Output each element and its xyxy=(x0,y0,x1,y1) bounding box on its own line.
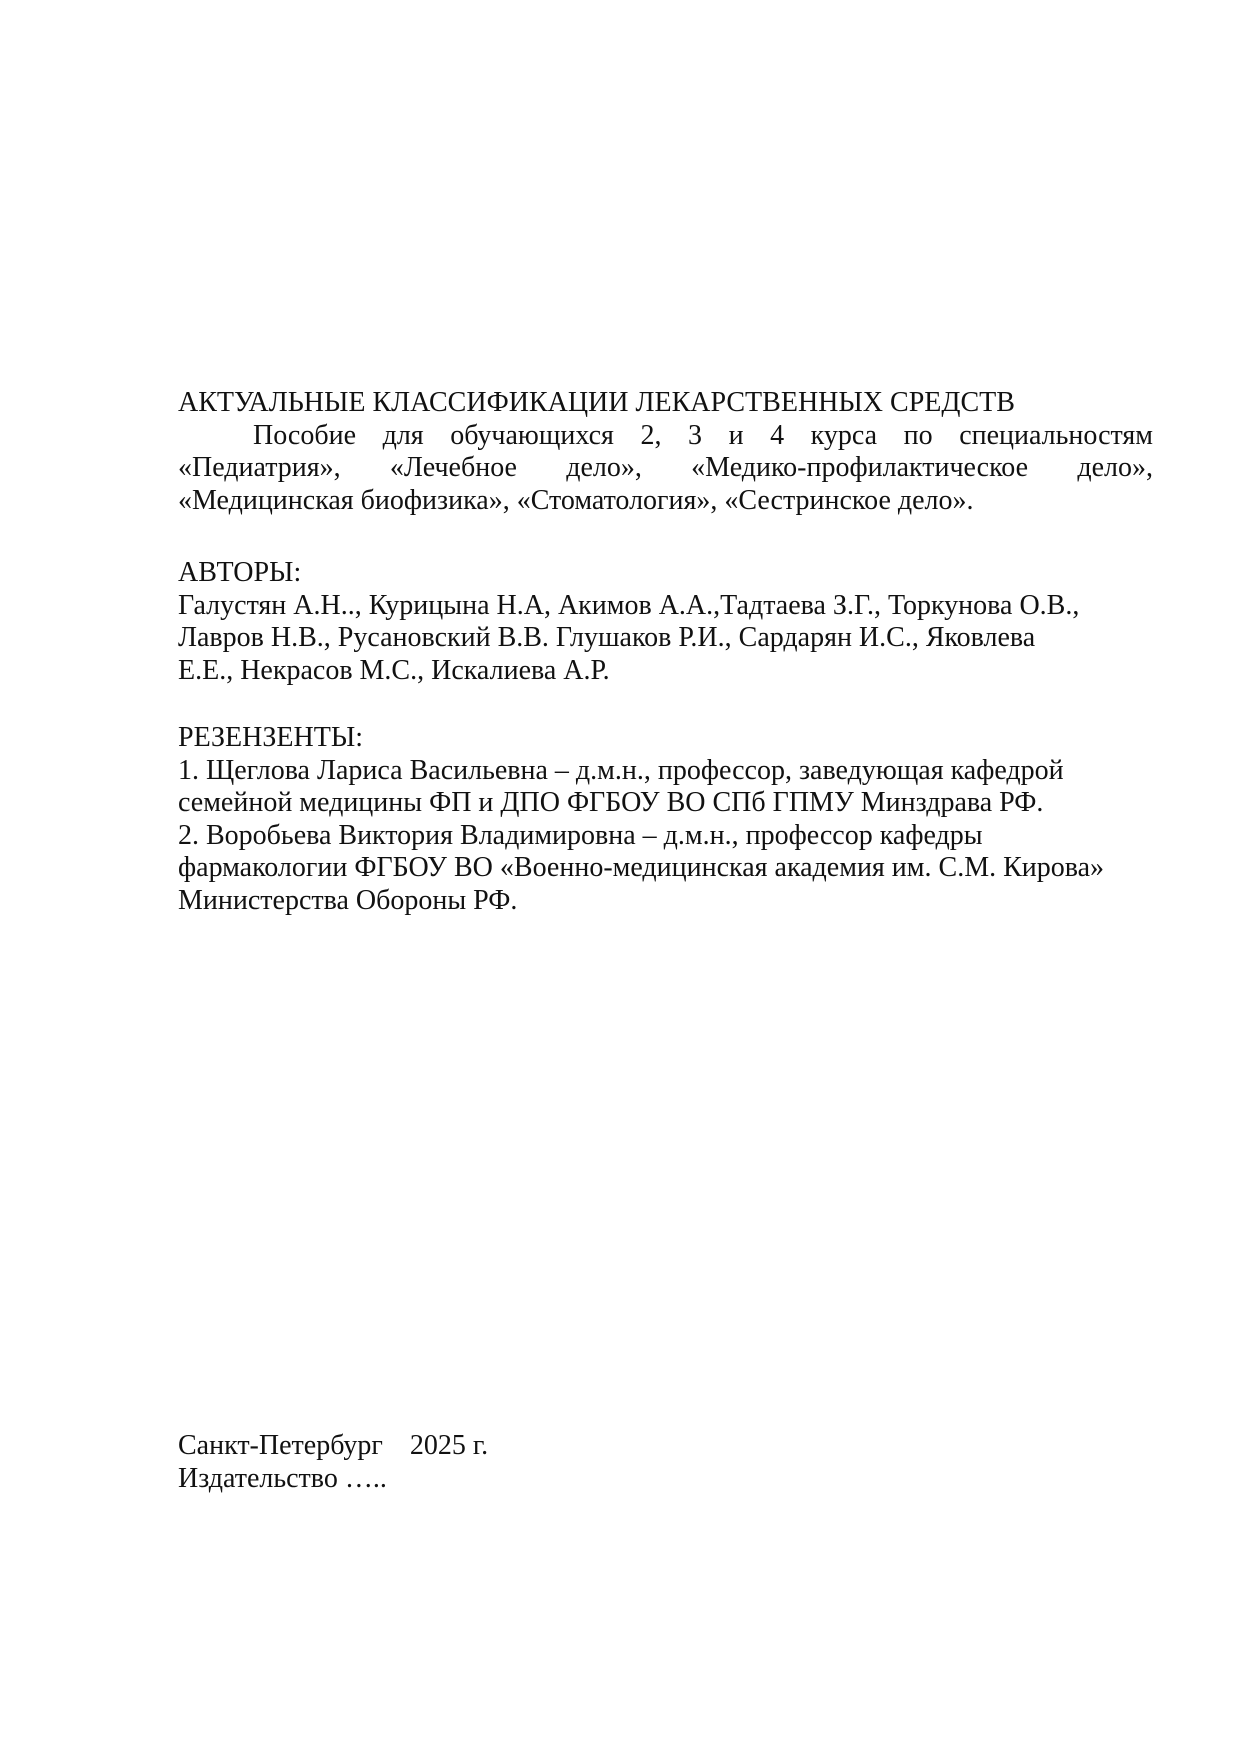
authors-line-1: Галустян А.Н.., Курицына Н.А, Акимов А.А.,Тадтаева З.Г., Торкунова О.В., xyxy=(178,589,1080,621)
footer-city-year-line xyxy=(178,1430,1153,1463)
description-line-1: Пособие для обучающихся 2, 3 и 4 курса по специальностям xyxy=(253,419,1153,451)
footer-city: Санкт-Петербург xyxy=(178,1430,383,1461)
reviewers-line-5: Министерства Обороны РФ. xyxy=(178,884,518,916)
reviewers-line-3: 2. Воробьева Виктория Владимировна – д.м.н., профессор кафедры xyxy=(178,819,983,851)
authors-line-3: Е.Е., Некрасов М.С., Искалиева А.Р. xyxy=(178,654,610,686)
description-line-3: «Медицинская биофизика», «Стоматология», «Сестринское дело». xyxy=(178,484,974,516)
footer-publisher: Издательство ….. xyxy=(178,1462,387,1494)
reviewers-line-2: семейной медицины ФП и ДПО ФГБОУ ВО СПб ГПМУ Минздрава РФ. xyxy=(178,787,1044,818)
reviewers-line-1: 1. Щеглова Лариса Васильевна – д.м.н., профессор, заведующая кафедрой xyxy=(178,754,1064,786)
document-title: АКТУАЛЬНЫЕ КЛАССИФИКАЦИИ ЛЕКАРСТВЕННЫХ СРЕДСТВ xyxy=(178,387,1015,418)
reviewers-section xyxy=(178,722,1153,917)
footer-section xyxy=(178,1430,1153,1495)
footer-year: 2025 г. xyxy=(409,1430,489,1461)
title-section xyxy=(178,387,1153,517)
description-line-2: «Педиатрия», «Лечебное дело», «Медико-профилактическое дело», xyxy=(178,452,1153,483)
authors-section xyxy=(178,557,1153,687)
authors-heading: АВТОРЫ: xyxy=(178,557,302,588)
authors-line-2: Лавров Н.В., Русановский В.В. Глушаков Р.И., Сардарян И.С., Яковлева xyxy=(178,622,1036,653)
reviewers-heading: РЕЗЕНЗЕНТЫ: xyxy=(178,722,364,753)
reviewers-line-4: фармакологии ФГБОУ ВО «Военно-медицинская академия им. С.М. Кирова» xyxy=(178,852,1105,883)
